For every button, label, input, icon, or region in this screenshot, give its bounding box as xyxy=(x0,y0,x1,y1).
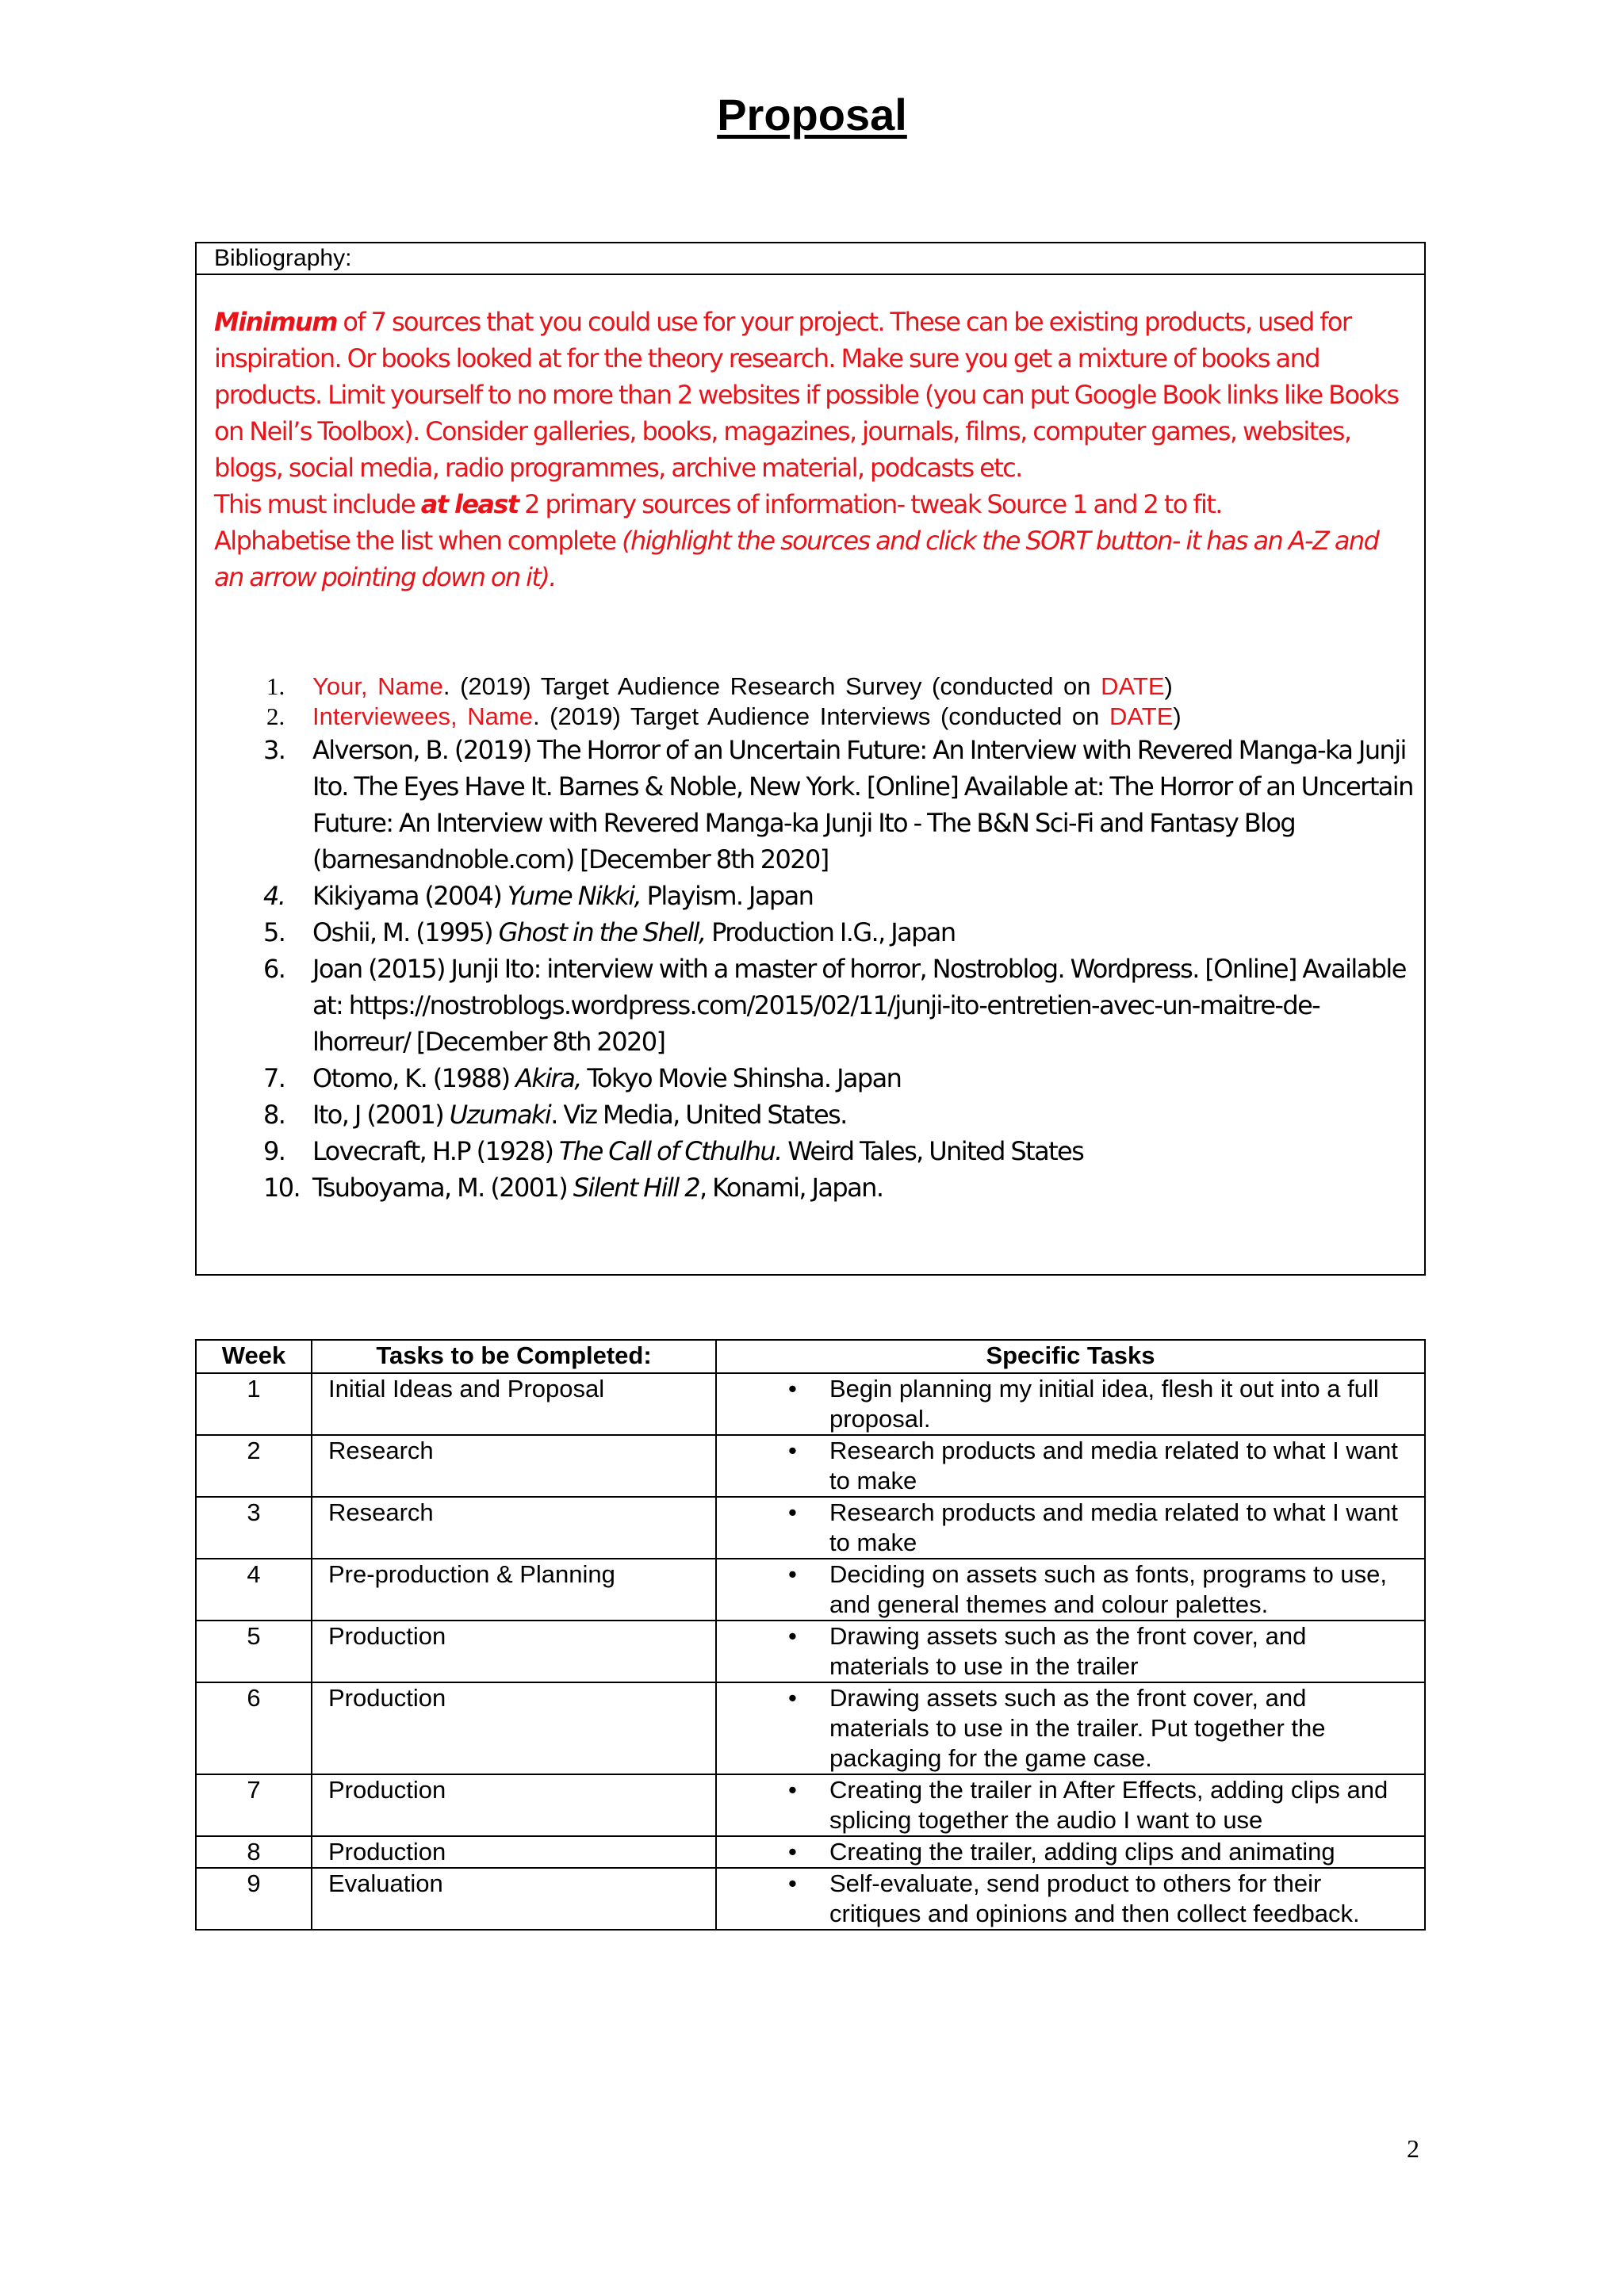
list-number: 1. xyxy=(266,672,285,700)
week-cell: 9 xyxy=(196,1868,312,1930)
bullet-icon: • xyxy=(788,1498,797,1526)
column-header-tasks: Tasks to be Completed: xyxy=(312,1340,716,1373)
task-cell: Initial Ideas and Proposal xyxy=(312,1373,716,1435)
table-row xyxy=(196,1559,1425,1621)
week-cell: 3 xyxy=(196,1497,312,1559)
list-number: 7. xyxy=(263,1063,285,1093)
bibliography-header: Bibliography: xyxy=(197,243,1424,275)
specific-task-cell xyxy=(716,1497,1425,1559)
specific-task-text: Deciding on assets such as fonts, programs to use, and general themes and colour palettes. xyxy=(829,1560,1388,1618)
week-cell: 4 xyxy=(196,1559,312,1621)
specific-task-cell xyxy=(716,1621,1425,1682)
column-header-specific: Specific Tasks xyxy=(716,1340,1425,1373)
reference-text: Kikiyama (2004) xyxy=(312,881,508,911)
reference-text: Joan (2015) Junji Ito: interview with a master of horror, Nostroblog. Wordpress. [Online] Available at: https://nostroblogs.wordpress.com/2015/02/11/junji-ito-entretien-avec-un-maitre-de-lhorreur/ [December 8th 2020] xyxy=(312,954,1406,1057)
reference-text: Alverson, B. (2019) The Horror of an Uncertain Future: An Interview with Revered Manga-ka Junji Ito. The Eyes Have It. Barnes & Noble, New York. [Online] Available at: The Horror of an Uncertain Future: An Interview with Revered Manga-ka Junji Ito - The B&N Sci-Fi and Fantasy Blog (barnesandnoble.com) [December 8th 2020] xyxy=(312,735,1413,874)
list-item xyxy=(197,914,1427,951)
reference-title: Yume Nikki, xyxy=(507,881,642,911)
specific-task-text: Drawing assets such as the front cover, and materials to use in the trailer xyxy=(829,1622,1307,1680)
table-row xyxy=(196,1868,1425,1930)
reference-text: ) xyxy=(1173,702,1182,730)
list-item xyxy=(197,732,1427,878)
column-header-week: Week xyxy=(196,1340,312,1373)
table-row xyxy=(196,1774,1425,1836)
specific-task-text: Begin planning my initial idea, flesh it out into a full proposal. xyxy=(829,1375,1379,1433)
specific-task-cell xyxy=(716,1868,1425,1930)
reference-text: Playism. Japan xyxy=(641,881,814,911)
list-number: 8. xyxy=(263,1100,285,1130)
task-cell: Pre-production & Planning xyxy=(312,1559,716,1621)
placeholder-date: DATE xyxy=(1109,702,1174,730)
reference-title: Uzumaki xyxy=(449,1100,551,1130)
list-item xyxy=(197,1096,1427,1133)
week-cell: 6 xyxy=(196,1682,312,1774)
list-number: 2. xyxy=(266,702,285,730)
placeholder-name: Your, Name xyxy=(312,672,443,700)
instructions-text: 2 primary sources of information- tweak Source 1 and 2 to fit. xyxy=(518,489,1222,519)
bullet-icon: • xyxy=(788,1838,797,1866)
list-item xyxy=(197,1133,1427,1169)
instructions-text: Alphabetise the list when complete xyxy=(214,526,622,556)
list-number: 3. xyxy=(263,735,285,765)
table-row xyxy=(196,1836,1425,1868)
instructions-text: of 7 sources that you could use for your project. These can be existing products, used for inspiration. Or books looked at for the theory research. Make sure you get a mixture of books and products. Limit yourself to no more than 2 websites if possible (you can put Google Book links like Books on Neil’s Toolbox). Consider galleries, books, magazines, journals, films, computer games, websites, blogs, social media, radio programmes, archive material, podcasts etc. xyxy=(214,307,1399,483)
task-cell: Evaluation xyxy=(312,1868,716,1930)
task-cell: Production xyxy=(312,1621,716,1682)
reference-list xyxy=(197,672,1427,1206)
list-item xyxy=(197,951,1427,1060)
reference-text: . Viz Media, United States. xyxy=(550,1100,847,1130)
schedule-table xyxy=(195,1339,1426,1931)
specific-task-cell xyxy=(716,1836,1425,1868)
table-row xyxy=(196,1682,1425,1774)
list-number: 6. xyxy=(263,954,285,984)
list-item xyxy=(197,702,1427,732)
bullet-icon: • xyxy=(788,1776,797,1804)
reference-text: Oshii, M. (1995) xyxy=(312,917,499,947)
task-cell: Research xyxy=(312,1435,716,1497)
task-cell: Research xyxy=(312,1497,716,1559)
instructions-italic-text: (highlight the sources and click the SORT button- it has an A-Z and an arrow pointing down on it) xyxy=(214,526,1379,592)
table-header-row xyxy=(196,1340,1425,1373)
instructions-paragraph xyxy=(214,304,1411,486)
reference-text: Weird Tales, United States xyxy=(781,1136,1084,1166)
reference-text: Lovecraft, H.P (1928) xyxy=(312,1136,559,1166)
list-item xyxy=(197,1169,1427,1206)
week-cell: 2 xyxy=(196,1435,312,1497)
reference-title: Silent Hill 2 xyxy=(573,1173,699,1203)
reference-text: Production I.G., Japan xyxy=(705,917,956,947)
reference-title: Ghost in the Shell, xyxy=(498,917,706,947)
list-number: 4. xyxy=(263,881,285,911)
task-cell: Production xyxy=(312,1836,716,1868)
list-item xyxy=(197,878,1427,914)
specific-task-text: Self-evaluate, send product to others for their critiques and opinions and then collect feedback. xyxy=(829,1869,1360,1927)
bullet-icon: • xyxy=(788,1375,797,1402)
instructions-text: . xyxy=(549,562,556,592)
reference-text: , Konami, Japan. xyxy=(699,1173,883,1203)
week-cell: 7 xyxy=(196,1774,312,1836)
table-row xyxy=(196,1373,1425,1435)
reference-text: Tsuboyama, M. (2001) xyxy=(312,1173,573,1203)
bullet-icon: • xyxy=(788,1437,797,1464)
bullet-icon: • xyxy=(788,1869,797,1897)
reference-text: Ito, J (2001) xyxy=(312,1100,450,1130)
at-least-word: at least xyxy=(420,489,519,519)
instructions-text: This must include xyxy=(214,489,421,519)
table-row xyxy=(196,1621,1425,1682)
page-title: Proposal xyxy=(717,90,907,140)
specific-task-text: Drawing assets such as the front cover, and materials to use in the trailer. Put together the packaging for the game case. xyxy=(829,1684,1326,1772)
instructions-primary-line xyxy=(214,486,1411,522)
reference-text: ) xyxy=(1164,672,1173,700)
list-item xyxy=(197,672,1427,702)
page-number: 2 xyxy=(1407,2134,1419,2163)
list-number: 5. xyxy=(263,917,285,947)
reference-title: Akira, xyxy=(515,1063,581,1093)
specific-task-text: Creating the trailer in After Effects, adding clips and splicing together the audio I want to use xyxy=(829,1776,1388,1834)
placeholder-date: DATE xyxy=(1101,672,1165,700)
specific-task-cell xyxy=(716,1774,1425,1836)
task-cell: Production xyxy=(312,1682,716,1774)
reference-title: The Call of Cthulhu. xyxy=(558,1136,782,1166)
minimum-word: Minimum xyxy=(214,307,337,337)
bullet-icon: • xyxy=(788,1684,797,1712)
specific-task-text: Research products and media related to what I want to make xyxy=(829,1437,1398,1494)
specific-task-cell xyxy=(716,1682,1425,1774)
placeholder-name: Interviewees, Name xyxy=(312,702,533,730)
reference-text: . (2019) Target Audience Interviews (conducted on xyxy=(532,702,1110,730)
reference-text: . (2019) Target Audience Research Survey (conducted on xyxy=(442,672,1101,700)
task-cell: Production xyxy=(312,1774,716,1836)
specific-task-cell xyxy=(716,1559,1425,1621)
week-cell: 1 xyxy=(196,1373,312,1435)
bullet-icon: • xyxy=(788,1560,797,1588)
bullet-icon: • xyxy=(788,1622,797,1650)
specific-task-cell xyxy=(716,1373,1425,1435)
table-row xyxy=(196,1497,1425,1559)
reference-text: Tokyo Movie Shinsha. Japan xyxy=(580,1063,902,1093)
week-cell: 8 xyxy=(196,1836,312,1868)
bibliography-instructions xyxy=(214,304,1411,595)
table-row xyxy=(196,1435,1425,1497)
list-item xyxy=(197,1060,1427,1096)
reference-text: Otomo, K. (1988) xyxy=(312,1063,516,1093)
specific-task-text: Research products and media related to what I want to make xyxy=(829,1498,1398,1556)
bibliography-box xyxy=(195,242,1426,1276)
list-number: 10. xyxy=(263,1173,301,1203)
list-number: 9. xyxy=(263,1136,285,1166)
week-cell: 5 xyxy=(196,1621,312,1682)
specific-task-cell xyxy=(716,1435,1425,1497)
specific-task-text: Creating the trailer, adding clips and animating xyxy=(829,1838,1335,1866)
instructions-alphabetise-line xyxy=(214,522,1411,595)
